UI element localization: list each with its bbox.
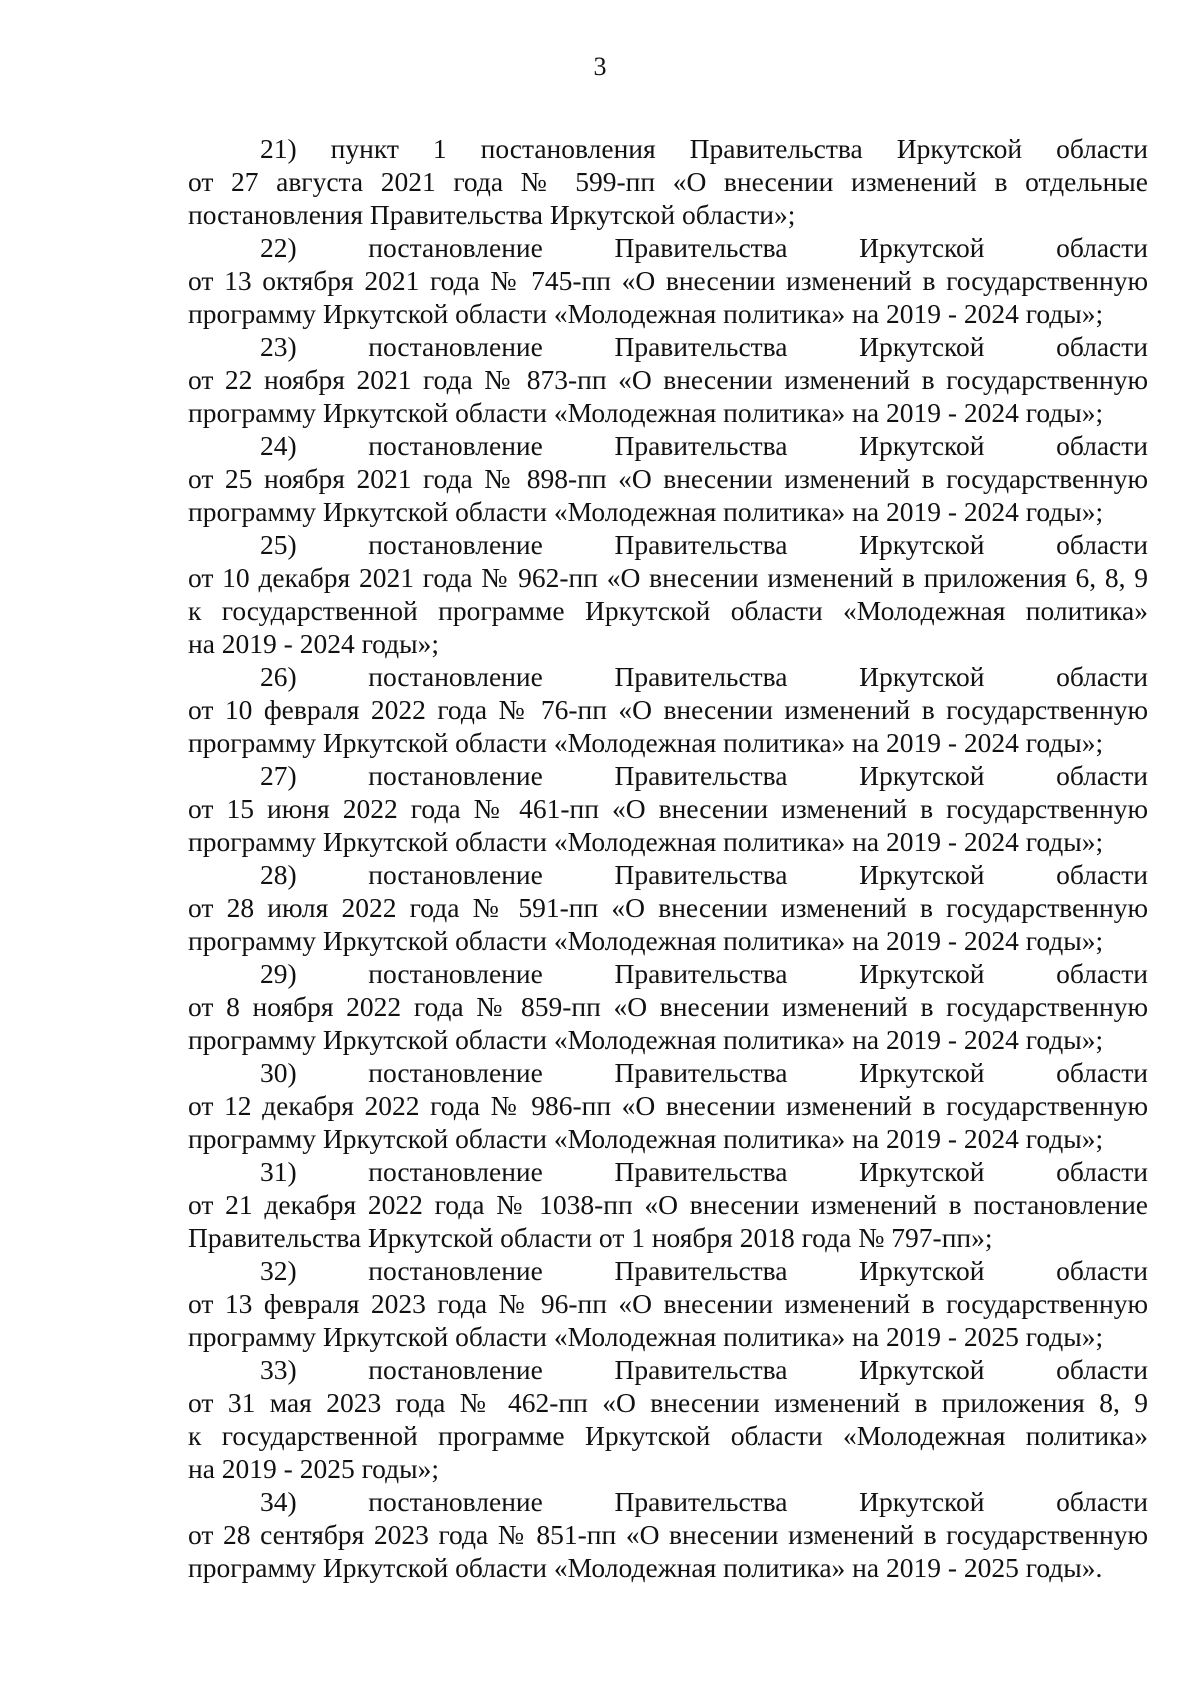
text-line: 28) постановление Правительства Иркутской области — [260, 859, 1148, 890]
text-line: 31) постановление Правительства Иркутской области — [260, 1156, 1148, 1187]
text-line: 30) постановление Правительства Иркутской области — [260, 1057, 1148, 1088]
list-item — [188, 759, 1148, 858]
list-item — [188, 660, 1148, 759]
text-line: 29) постановление Правительства Иркутской области — [260, 958, 1148, 989]
text-line: от 28 июля 2022 года № 591-пп «О внесении изменений в государственную — [188, 892, 1148, 923]
text-line: на 2019 - 2024 годы»; — [188, 628, 439, 659]
text-line: программу Иркутской области «Молодежная политика» на 2019 - 2024 годы»; — [188, 826, 1104, 857]
text-line: 23) постановление Правительства Иркутской области — [260, 331, 1148, 362]
text-line: 33) постановление Правительства Иркутской области — [260, 1354, 1148, 1385]
list-item — [188, 1254, 1148, 1353]
text-line: от 27 августа 2021 года № 599-пп «О внесении изменений в отдельные — [188, 166, 1148, 197]
text-line: от 31 мая 2023 года № 462-пп «О внесении изменений в приложения 8, 9 — [188, 1387, 1148, 1418]
text-line: на 2019 - 2025 годы»; — [188, 1453, 439, 1484]
list-item — [188, 858, 1148, 957]
list-item — [188, 1485, 1148, 1584]
text-line: от 13 октября 2021 года № 745-пп «О внесении изменений в государственную — [188, 265, 1148, 296]
list-item — [188, 528, 1148, 660]
document-body — [188, 132, 1148, 1584]
text-line: 34) постановление Правительства Иркутской области — [260, 1486, 1148, 1517]
text-line: от 21 декабря 2022 года № 1038-пп «О внесении изменений в постановление — [188, 1189, 1148, 1220]
text-line: 24) постановление Правительства Иркутской области — [260, 430, 1148, 461]
text-line: от 10 декабря 2021 года № 962-пп «О внесении изменений в приложения 6, 8, 9 — [188, 562, 1148, 593]
list-item — [188, 1056, 1148, 1155]
text-line: к государственной программе Иркутской области «Молодежная политика» — [188, 595, 1148, 626]
text-line: программу Иркутской области «Молодежная политика» на 2019 - 2024 годы»; — [188, 397, 1104, 428]
list-item — [188, 132, 1148, 231]
text-line: постановления Правительства Иркутской области»; — [188, 199, 796, 230]
text-line: программу Иркутской области «Молодежная политика» на 2019 - 2024 годы»; — [188, 1123, 1104, 1154]
text-line: 26) постановление Правительства Иркутской области — [260, 661, 1148, 692]
text-line: 27) постановление Правительства Иркутской области — [260, 760, 1148, 791]
page-number: 3 — [593, 52, 607, 81]
text-line: Правительства Иркутской области от 1 ноября 2018 года № 797-пп»; — [188, 1222, 993, 1253]
text-line: 22) постановление Правительства Иркутской области — [260, 232, 1148, 263]
text-line: программу Иркутской области «Молодежная политика» на 2019 - 2024 годы»; — [188, 925, 1104, 956]
text-line: 32) постановление Правительства Иркутской области — [260, 1255, 1148, 1286]
text-line: от 8 ноября 2022 года № 859-пп «О внесении изменений в государственную — [188, 991, 1148, 1022]
list-item — [188, 957, 1148, 1056]
text-line: 21) пункт 1 постановления Правительства Иркутской области — [260, 133, 1148, 164]
list-item — [188, 330, 1148, 429]
text-line: от 15 июня 2022 года № 461-пп «О внесении изменений в государственную — [188, 793, 1148, 824]
text-line: от 28 сентября 2023 года № 851-пп «О внесении изменений в государственную — [188, 1519, 1148, 1550]
list-item — [188, 231, 1148, 330]
text-line: программу Иркутской области «Молодежная политика» на 2019 - 2025 годы»; — [188, 1321, 1104, 1352]
text-line: к государственной программе Иркутской области «Молодежная политика» — [188, 1420, 1148, 1451]
text-line: программу Иркутской области «Молодежная политика» на 2019 - 2024 годы»; — [188, 1024, 1104, 1055]
text-line: от 13 февраля 2023 года № 96-пп «О внесении изменений в государственную — [188, 1288, 1148, 1319]
text-line: от 22 ноября 2021 года № 873-пп «О внесении изменений в государственную — [188, 364, 1148, 395]
list-item — [188, 1155, 1148, 1254]
text-line: программу Иркутской области «Молодежная политика» на 2019 - 2024 годы»; — [188, 496, 1104, 527]
text-line: от 10 февраля 2022 года № 76-пп «О внесении изменений в государственную — [188, 694, 1148, 725]
list-item — [188, 1353, 1148, 1485]
list-item — [188, 429, 1148, 528]
text-line: от 25 ноября 2021 года № 898-пп «О внесении изменений в государственную — [188, 463, 1148, 494]
text-line: 25) постановление Правительства Иркутской области — [260, 529, 1148, 560]
text-line: программу Иркутской области «Молодежная политика» на 2019 - 2024 годы»; — [188, 727, 1104, 758]
text-line: от 12 декабря 2022 года № 986-пп «О внесении изменений в государственную — [188, 1090, 1148, 1121]
text-line: программу Иркутской области «Молодежная политика» на 2019 - 2025 годы». — [188, 1552, 1103, 1583]
text-line: программу Иркутской области «Молодежная политика» на 2019 - 2024 годы»; — [188, 298, 1104, 329]
